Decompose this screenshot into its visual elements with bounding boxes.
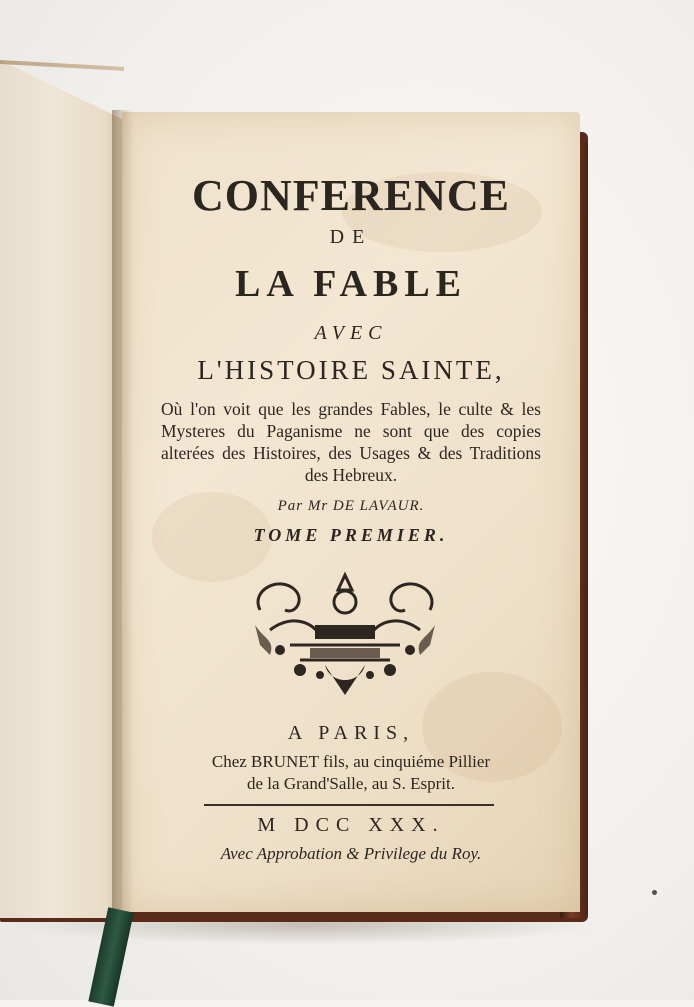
- title-avec: AVEC: [314, 322, 388, 344]
- publisher-line-1: Chez BRUNET fils, au cinquiéme Pillier: [211, 752, 491, 771]
- left-flyleaf-page: [0, 60, 124, 918]
- title-page-text: [122, 112, 580, 912]
- title-de: DE: [329, 226, 373, 248]
- horizontal-rule: [204, 804, 494, 806]
- author-line: Par Mr DE LAVAUR.: [277, 498, 425, 514]
- dust-speck: [652, 890, 657, 895]
- title-la-fable: LA FABLE: [234, 263, 468, 305]
- year-line: M DCC XXX.: [257, 814, 445, 836]
- title-histoire-sainte: L'HISTOIRE SAINTE,: [197, 355, 505, 385]
- place-line: A PARIS,: [287, 722, 415, 744]
- main-title: CONFERENCE: [191, 171, 511, 220]
- publisher-line-2: de la Grand'Salle, au S. Esprit.: [247, 774, 455, 793]
- subtitle-paragraph: Où l'on voit que les grandes Fables, le culte & les Mysteres du Paganisme ne sont que des copies alterées des Histoires, des Usages & des Traditions des Hebreux.: [161, 399, 541, 485]
- ornamental-vignette: [240, 570, 450, 702]
- privilege-line: Avec Approbation & Privilege du Roy.: [220, 844, 482, 863]
- volume-line: TOME PREMIER.: [253, 525, 449, 545]
